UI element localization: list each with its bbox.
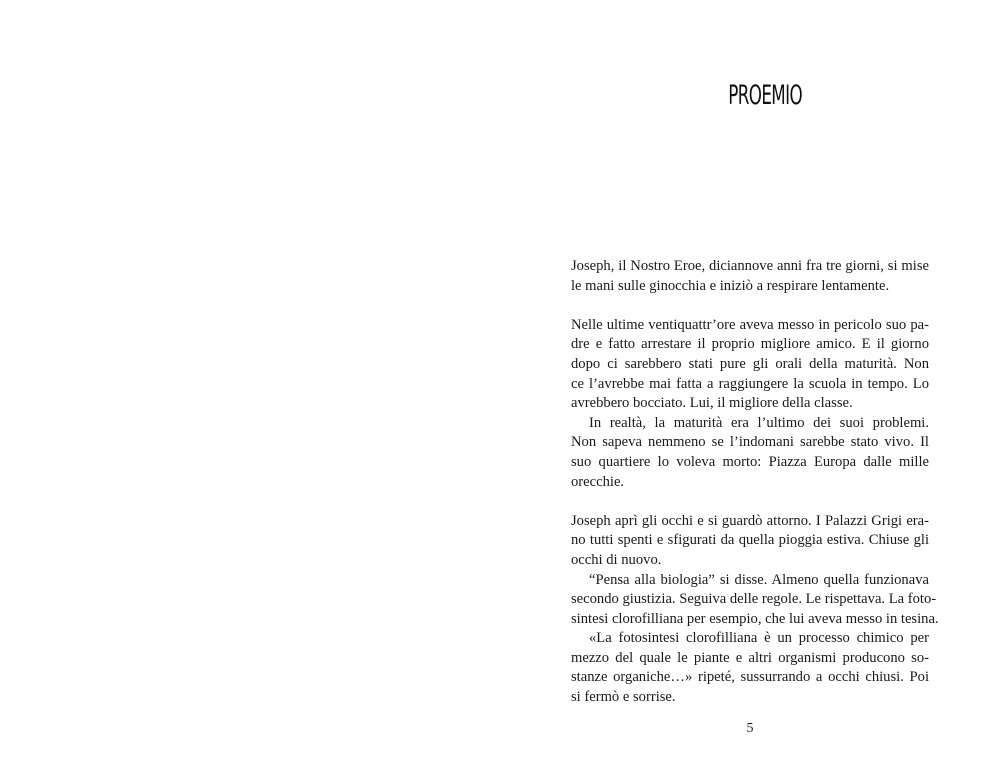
paragraph [571,414,929,492]
text-line: sintesi clorofilliana per esempio, che lui aveva messo in tesina. [571,610,939,627]
text-line: avrebbero bocciato. Lui, il migliore della classe. [571,395,853,412]
text-line: Non sapeva nemmeno se l’indomani sarebbe stato vivo. Il [571,434,929,451]
text-line: Joseph aprì gli occhi e si guardò attorno. I Palazzi Grigi era- [571,512,929,529]
text-line: ce l’avrebbe mai fatta a raggiungere la scuola in tempo. Lo [571,375,929,392]
text-line: «La fotosintesi clorofilliana è un processo chimico per [589,630,929,647]
text-line: stanze organiche…» ripeté, sussurrando a occhi chiusi. Poi [571,669,929,686]
paragraph [571,512,929,571]
text-line: orecchie. [571,473,625,490]
paragraph [571,571,939,630]
text-line: dopo ci sarebbero stati pure gli orali della maturità. Non [571,355,929,372]
text-line: In realtà, la maturità era l’ultimo dei suoi problemi. [589,414,929,431]
text-line: si fermò e sorrise. [571,689,676,706]
page-number: 5 [746,721,754,736]
text-line: “Pensa alla biologia” si disse. Almeno quella funzionava [589,571,929,588]
body-text [571,257,939,708]
text-line: no tutti spenti e sfigurati da quella pioggia estiva. Chiuse gli [571,532,929,549]
text-line: Joseph, il Nostro Eroe, diciannove anni fra tre giorni, si mise [571,258,929,274]
section-break [571,492,929,512]
section-break [571,296,929,316]
paragraph [571,316,929,414]
text-line: suo quartiere lo voleva morto: Piazza Europa dalle mille [571,453,929,470]
text-line: le mani sulle ginocchia e iniziò a respirare lentamente. [571,277,890,294]
text-line: secondo giustizia. Seguiva delle regole. Le rispettava. La foto- [571,591,937,608]
paragraph [571,257,929,296]
text-line: occhi di nuovo. [571,551,662,568]
chapter-title: PROEMIO [728,80,803,111]
text-line: dre e fatto arrestare il proprio migliore amico. E il giorno [571,336,929,353]
text-line: Nelle ultime ventiquattr’ore aveva messo in pericolo suo pa- [571,316,929,333]
text-line: mezzo del quale le piante e altri organismi producono so- [571,649,929,666]
right-page [500,0,1000,769]
paragraph [571,629,929,707]
